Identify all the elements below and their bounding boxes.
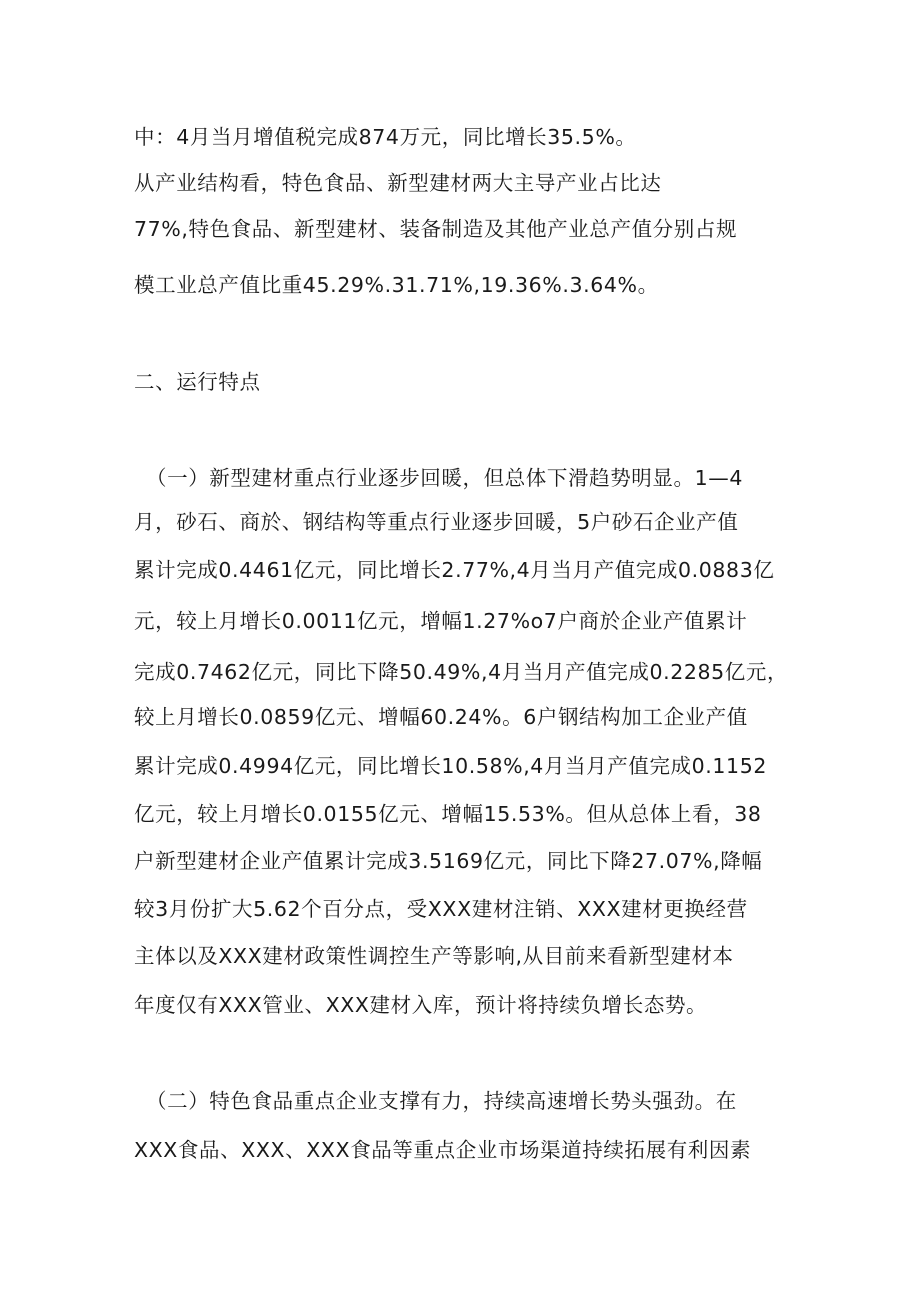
text-line-9: 元，较上月增长0.0011亿元，增幅1.27%o7户商於企业产值累计 <box>134 609 748 633</box>
text-line-8: 累计完成0.4461亿元，同比增长2.77%,4月当月产值完成0.0883亿 <box>134 558 775 582</box>
text-line-11: 较上月增长0.0859亿元、增幅60.24%。6户钢结构加工企业产值 <box>134 705 748 729</box>
text-line-1: 中：4月当月增值税完成874万元，同比增长35.5%。 <box>134 125 637 149</box>
text-line-3: 77%,特色食品、新型建材、装备制造及其他产业总产值分别占规 <box>134 217 738 241</box>
text-line-19: XXX食品、XXX、XXX食品等重点企业市场渠道持续拓展有利因素 <box>134 1138 752 1162</box>
text-line-17: 年度仅有XXX管业、XXX建材入库，预计将持续负增长态势。 <box>134 993 708 1017</box>
text-line-2: 从产业结构看，特色食品、新型建材两大主导产业占比达 <box>134 171 662 195</box>
text-line-13: 亿元，较上月增长0.0155亿元、增幅15.53%。但从总体上看，38 <box>134 802 762 826</box>
text-line-7: 月，砂石、商於、钢结构等重点行业逐步回暖，5户砂石企业产值 <box>134 510 739 534</box>
text-line-18: （二）特色食品重点企业支撑有力，持续高速增长势头强劲。在 <box>146 1089 737 1113</box>
text-line-6: （一）新型建材重点行业逐步回暖，但总体下滑趋势明显。1—4 <box>146 466 743 490</box>
text-line-14: 户新型建材企业产值累计完成3.5169亿元，同比下降27.07%,降幅 <box>134 849 763 873</box>
text-line-15: 较3月份扩大5.62个百分点，受XXX建材注销、XXX建材更换经营 <box>134 897 748 921</box>
text-line-12: 累计完成0.4994亿元，同比增长10.58%,4月当月产值完成0.1152 <box>134 754 767 778</box>
text-line-16: 主体以及XXX建材政策性调控生产等影响,从目前来看新型建材本 <box>134 944 734 968</box>
section-heading: 二、运行特点 <box>134 370 261 394</box>
text-line-4: 模工业总产值比重45.29%.31.71%,19.36%.3.64%。 <box>134 273 659 297</box>
text-line-10: 完成0.7462亿元，同比下降50.49%,4月当月产值完成0.2285亿元， <box>134 660 789 684</box>
